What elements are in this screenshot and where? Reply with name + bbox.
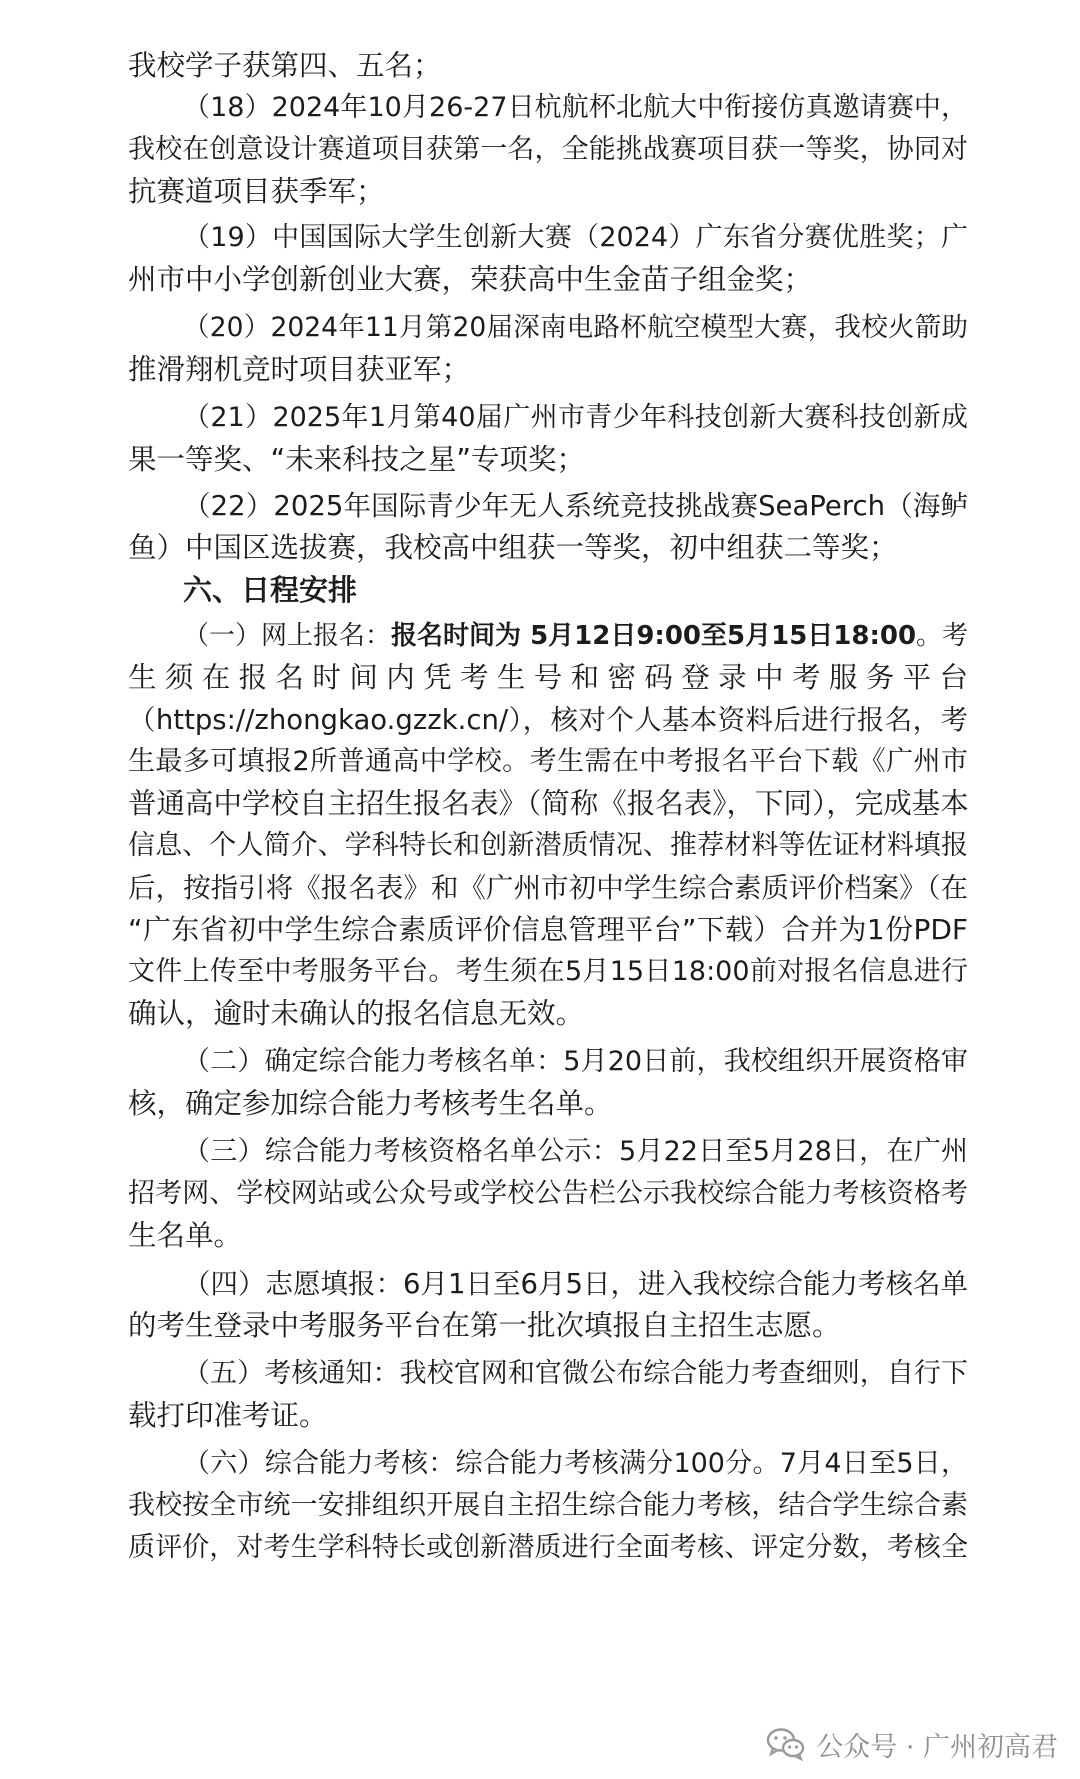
text-line: （六）综合能力考核：综合能力考核满分100分。7月4日至5日，	[183, 1448, 968, 1479]
text-line: 核，确定参加综合能力考核考生名单。	[128, 1087, 613, 1120]
text-line: 招考网、学校网站或公众号或学校公告栏公示我校综合能力考核资格考	[128, 1178, 968, 1209]
text-line: 普通高中学校自主招生报名表》（简称《报名表》，下同），完成基本	[128, 787, 969, 820]
text-line: （三）综合能力考核资格名单公示：5月22日至5月28日，在广州	[183, 1136, 968, 1167]
text-line: 生名单。	[128, 1219, 243, 1252]
text-line: 我校在创意设计赛道项目获第一名，全能挑战赛项目获一等奖，协同对	[128, 134, 968, 165]
watermark-text: 公众号 · 广州初高君	[816, 1731, 1058, 1763]
text-line: （22）2025年国际青少年无人系统竞技挑战赛SeaPerch（海鲈	[183, 490, 968, 522]
text-line: 鱼）中国区选拔赛，我校高中组获一等奖，初中组获二等奖；	[128, 531, 898, 564]
section-heading: 六、日程安排	[183, 573, 358, 607]
text-line: 我校学子获第四、五名；	[128, 49, 442, 82]
text-line: 载打印准考证。	[128, 1399, 328, 1432]
text-line: 确认，逾时未确认的报名信息无效。	[128, 997, 585, 1030]
text-line: 的考生登录中考服务平台在第一批次填报自主招生志愿。	[128, 1309, 841, 1342]
text-line: 信息、个人简介、学科特长和创新潜质情况、推荐材料等佐证材料填报	[128, 830, 968, 861]
watermark	[766, 1722, 1058, 1766]
text-line: 推滑翔机竞时项目获亚军；	[128, 353, 471, 386]
text-line: （20）2024年11月第20届深南电路杯航空模型大赛，我校火箭助	[183, 312, 968, 343]
item-1-prefix: （一）网上报名：	[183, 621, 392, 651]
text-line: 抗赛道项目获季军；	[128, 175, 385, 208]
item-1-first-line	[183, 612, 968, 660]
text-line: 后，按指引将《报名表》和《广州市初中学生综合素质评价档案》（在	[128, 872, 968, 904]
text-line: （四）志愿填报：6月1日至6月5日，进入我校综合能力考核名单	[183, 1268, 968, 1300]
text-line: 文件上传至中考服务平台。考生须在5月15日18:00前对报名信息进行	[128, 956, 968, 987]
registration-time: 报名时间为 5月12日9:00至5月15日18:00	[391, 621, 917, 651]
text-line: 我校按全市统一安排组织开展自主招生综合能力考核，结合学生综合素	[128, 1490, 968, 1521]
text-line: （二）确定综合能力考核名单：5月20日前，我校组织开展资格审	[183, 1046, 968, 1077]
item-1-suffix: 。考	[916, 621, 969, 651]
text-line: 州市中小学创新创业大赛，荣获高中生金苗子组金奖；	[128, 263, 813, 296]
text-line: “广东省初中学生综合素质评价信息管理平台”下载）合并为1份PDF	[128, 913, 968, 946]
text-line: （18）2024年10月26-27日杭航杯北航大中衔接仿真邀请赛中，	[183, 92, 968, 123]
text-line: （21）2025年1月第40届广州市青少年科技创新大赛科技创新成	[183, 402, 968, 433]
text-line: （https://zhongkao.gzzk.cn/），核对个人基本资料后进行报名，考	[128, 704, 968, 736]
text-line: 生须在报名时间内凭考生号和密码登录中考服务平台	[128, 661, 968, 694]
wechat-icon	[766, 1727, 806, 1761]
text-line: 质评价，对考生学科特长或创新潜质进行全面考核、评定分数，考核全	[128, 1532, 968, 1563]
text-line: 果一等奖、“未来科技之星”专项奖；	[128, 443, 586, 476]
text-line: 生最多可填报2所普通高中学校。考生需在中考报名平台下载《广州市	[128, 746, 968, 777]
text-line: （19）中国国际大学生创新大赛（2024）广东省分赛优胜奖；广	[183, 222, 968, 253]
text-line: （五）考核通知：我校官网和官微公布综合能力考查细则，自行下	[183, 1358, 968, 1389]
